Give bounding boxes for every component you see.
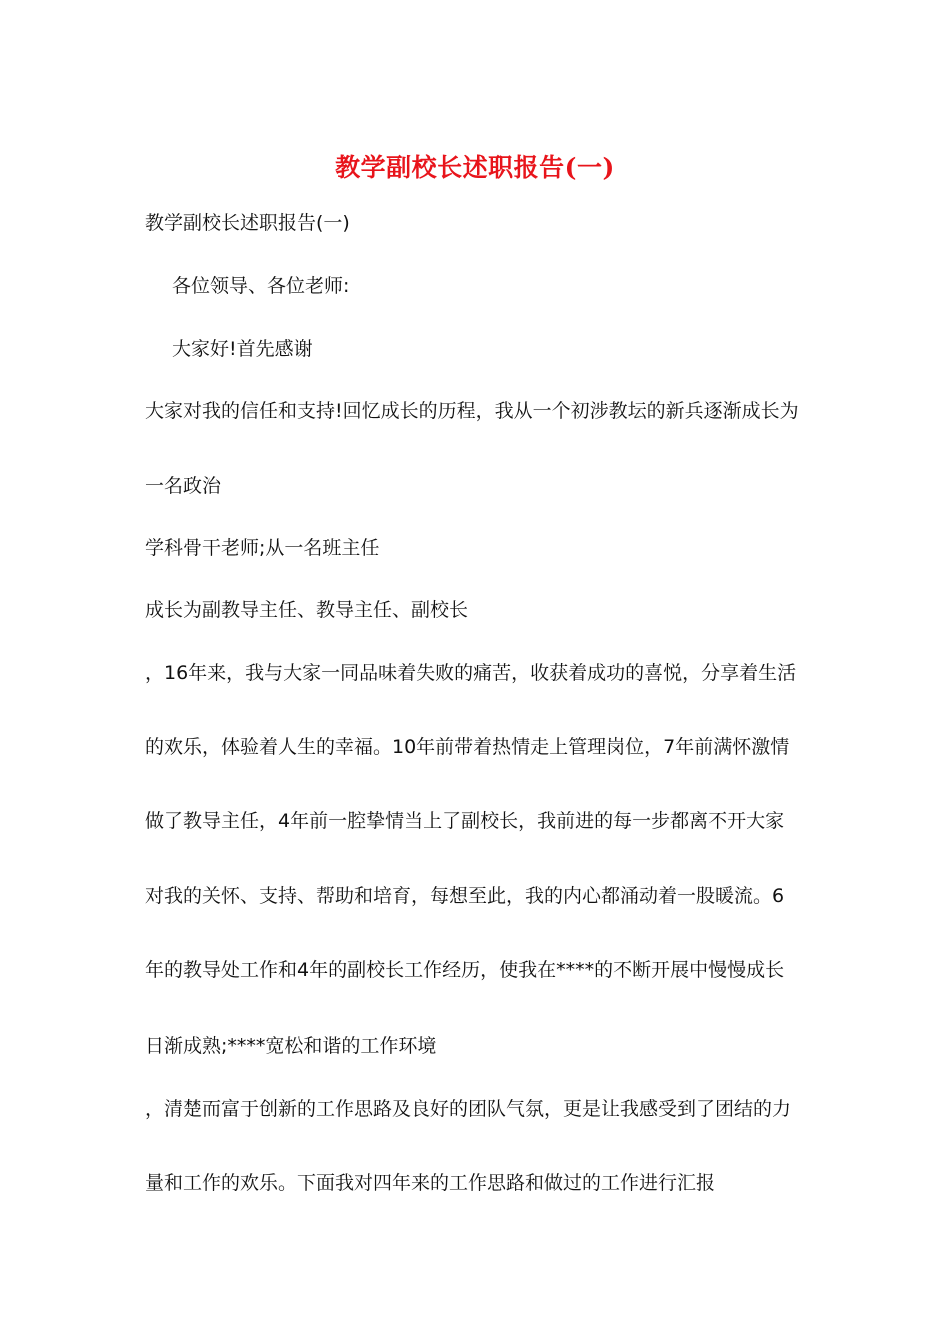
body-line: 教学副校长述职报告(一)	[145, 212, 350, 234]
body-line: 量和工作的欢乐。下面我对四年来的工作思路和做过的工作进行汇报	[145, 1172, 716, 1194]
body-line: ，清楚而富于创新的工作思路及良好的团队气氛，更是让我感受到了团结的力	[145, 1098, 792, 1120]
body-line: 做了教导主任，4年前一腔挚情当上了副校长，我前进的每一步都离不开大家	[145, 810, 785, 832]
body-line: 成长为副教导主任、教导主任、副校长	[145, 599, 469, 621]
body-line: 日渐成熟;****宽松和谐的工作环境	[145, 1035, 437, 1057]
document-title: 教学副校长述职报告(一)	[335, 153, 615, 182]
body-line: 大家好!首先感谢	[172, 338, 313, 360]
body-line: ，16年来，我与大家一同品味着失败的痛苦，收获着成功的喜悦，分享着生活	[145, 662, 797, 684]
body-line: 一名政治	[145, 475, 222, 497]
body-line: 学科骨干老师;从一名班主任	[145, 537, 380, 559]
body-line: 的欢乐，体验着人生的幸福。10年前带着热情走上管理岗位，7年前满怀激情	[145, 736, 790, 758]
body-line: 年的教导处工作和4年的副校长工作经历，使我在****的不断开展中慢慢成长	[145, 959, 785, 981]
body-line: 各位领导、各位老师:	[172, 275, 350, 297]
body-line: 对我的关怀、支持、帮助和培育，每想至此，我的内心都涌动着一股暖流。6	[145, 885, 785, 907]
body-line: 大家对我的信任和支持!回忆成长的历程，我从一个初涉教坛的新兵逐渐成长为	[145, 400, 799, 422]
